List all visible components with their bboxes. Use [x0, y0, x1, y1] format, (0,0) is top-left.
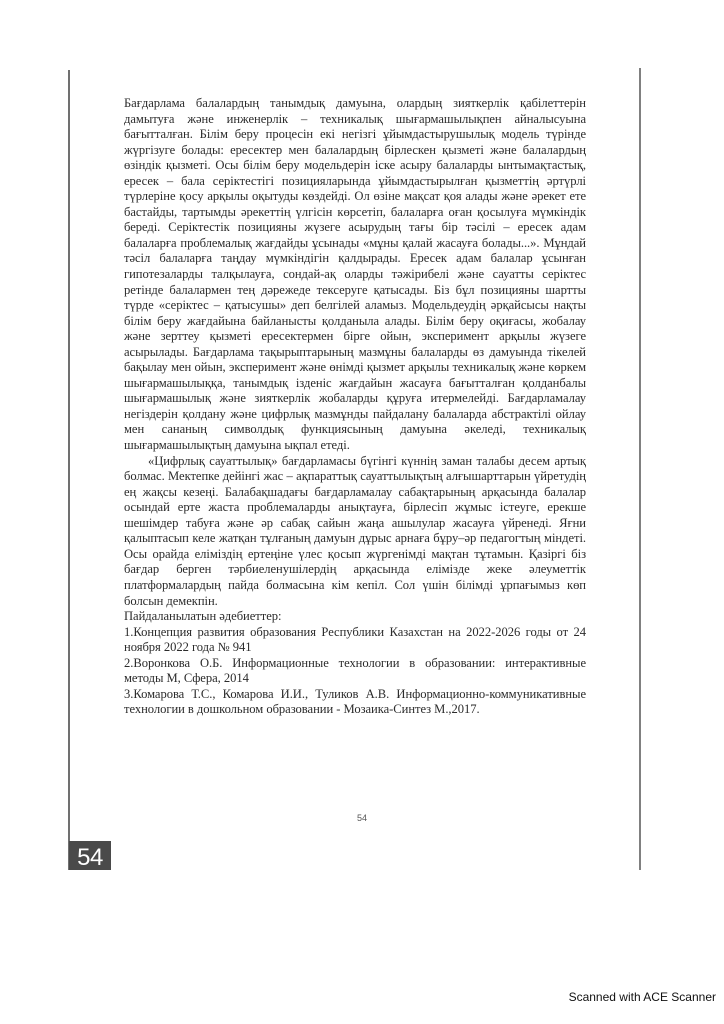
references-heading: Пайдаланылатын әдебиеттер: [124, 609, 282, 624]
scanner-watermark: Scanned with ACE Scanner [568, 990, 716, 1004]
reference-item: 3.Комарова Т.С., Комарова И.И., Туликов А.В. Информационно-коммуникативные технологии в дошкольном образовании - Мозаика-Синтез М.,2017. [124, 686, 586, 717]
reference-item: 1.Концепция развития образования Республики Казахстан на 2022-2026 годы от 24 ноября 2022 года № 941 [124, 624, 586, 655]
document-body [124, 96, 586, 718]
paragraph: «Цифрлық сауаттылық» бағдарламасы бүгінгі күннің заман талабы десем артық болмас. Мектепке дейінгі жас – ақпараттық сауаттылықтың алғышарттарын үйретудің ең жақсы кезеңі. Балабақшадағы бағдарламалау сабақтарының арқасында балалар осындай ерте жаста проблемаларды анықтауға, бірлесіп жұмыс істеуге, ерекше шешімдер табуға және әр сабақ сайын жаңа ашылулар жасауға үйренеді. Яғни қалыптасып келе жатқан тұлғаның дамуын дұрыс арнаға бұру–әр педагогтың міндеті. Осы орайда еліміздің ертеңіне үлес қосып жүргенімді мақтан тұтамын. Қазіргі біз бағдар берген тәрбиеленушілердің арқасында елімізде жеке әлеуметтік платформалардың пайда болмасына кім кепіл. Сол үшін білімді ұрпағымыз көп болсын демекпін. [124, 453, 586, 608]
page-border-right [639, 68, 641, 870]
page-number: 54 [356, 813, 367, 823]
reference-item: 2.Воронкова О.Б. Информационные технологии в образовании: интерактивные методы М, Сфера, 2014 [124, 655, 586, 686]
paragraph: Бағдарлама балалардың танымдық дамуына, олардың зияткерлік қабілеттерін дамытуға және инженерлік – техникалық шығармашылықпен айналысуына бағытталған. Білім беру процесін екі негізгі ұйымдастырушылық модель түрінде жүргізуге болады: ересектер мен балалардың бірлескен қызметі және балалардың өзіндік қызметі. Осы білім беру модельдерін іске асыру балаларды ынтымақтастық, ересек – бала серіктестігі позицияларында ұйымдастырылған қызметтің әртүрлі түрлеріне қосу арқылы оқытуды көздейді. Ол өзіне мақсат қоя алады және әрекет ете бастайды, тартымды әрекеттің үлгісін көрсетіп, балаларға оған қосылуға мүмкіндік береді. Серіктестік позицияны жүзеге асырудың тағы бір тәсілі – ересек адам балаларға проблемалық жағдайды ұсынады «мұны қалай жасауға болады...». Мұндай тәсіл балаларға таңдау мүмкіндігін қалдырады. Ересек адам балалар ұсынған гипотезаларды талқылауға, сондай-ақ оларды тәжірибелі және сауатты серіктес ретінде балалармен тең дәрежеде тексеруге қатысады. Біз бұл позицияны шартты түрде «серіктес – қатысушы» деп белгілей аламыз. Модельдеудің әрқайсысы нақты білім беру жағдайына байланысты қолданыла алады. Білім беру оқиғасы, жобалау және зерттеу қызметі ересектермен бірге ойын, эксперимент арқылы жүзеге асырылады. Бағдарлама тақырыптарының мазмұны балаларды өз дамуында тікелей бақылау мен ойын, эксперимент және өнімді қызмет арқылы техникалық және көркем шығармашылыққа, танымдық ізденіс жағдайын жасауға бағытталған қолданбалы шығармашылық және зияткерлік жобаларды құруға итермелейді. Бағдарламалау негіздерін қолдану және цифрлық мазмұнды пайдалану балаларда абстрактілі ойлау мен сананың символдық функциясының дамуына әкеледі, техникалық шығармашылықтың дамуына ықпал етеді. [124, 96, 586, 453]
page-border-left [68, 70, 70, 870]
page-number-badge: 54 [69, 841, 111, 870]
